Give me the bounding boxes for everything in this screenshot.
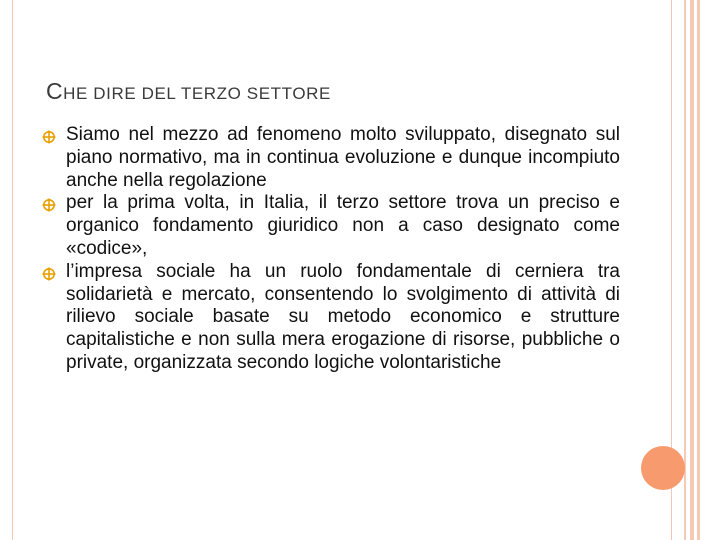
crosshair-circle-icon: [42, 130, 56, 144]
list-item: [42, 192, 620, 260]
decorative-stripe: [690, 0, 694, 540]
decorative-stripe: [684, 0, 686, 540]
decorative-circle: [641, 446, 685, 490]
list-item: [42, 124, 620, 192]
slide-title: [46, 78, 331, 105]
title-initial: C: [46, 78, 64, 104]
title-text: HE DIRE DEL TERZO SETTORE: [63, 84, 331, 103]
crosshair-circle-icon: [42, 198, 56, 212]
list-item-text: Siamo nel mezzo ad fenomeno molto sviluppato, disegnato sul piano normativo, ma in continua evoluzione e dunque incompiuto anche nella regolazione: [66, 124, 620, 191]
crosshair-circle-icon: [42, 267, 56, 281]
list-item-text: l’impresa sociale ha un ruolo fondamentale di cerniera tra solidarietà e mercato, consentendo lo svolgimento di attività di rilievo sociale basate su metodo economico e strutture capitalistiche e non sulla mera erogazione di risorse, pubbliche o private, organizzata secondo logiche volontaristiche: [66, 260, 620, 373]
decorative-stripe: [697, 0, 700, 540]
list-item: [42, 261, 620, 375]
list-item-text: per la prima volta, in Italia, il terzo settore trova un preciso e organico fondamento giuridico non a caso designato come «codice»,: [66, 192, 620, 259]
bullet-list: [42, 124, 620, 375]
